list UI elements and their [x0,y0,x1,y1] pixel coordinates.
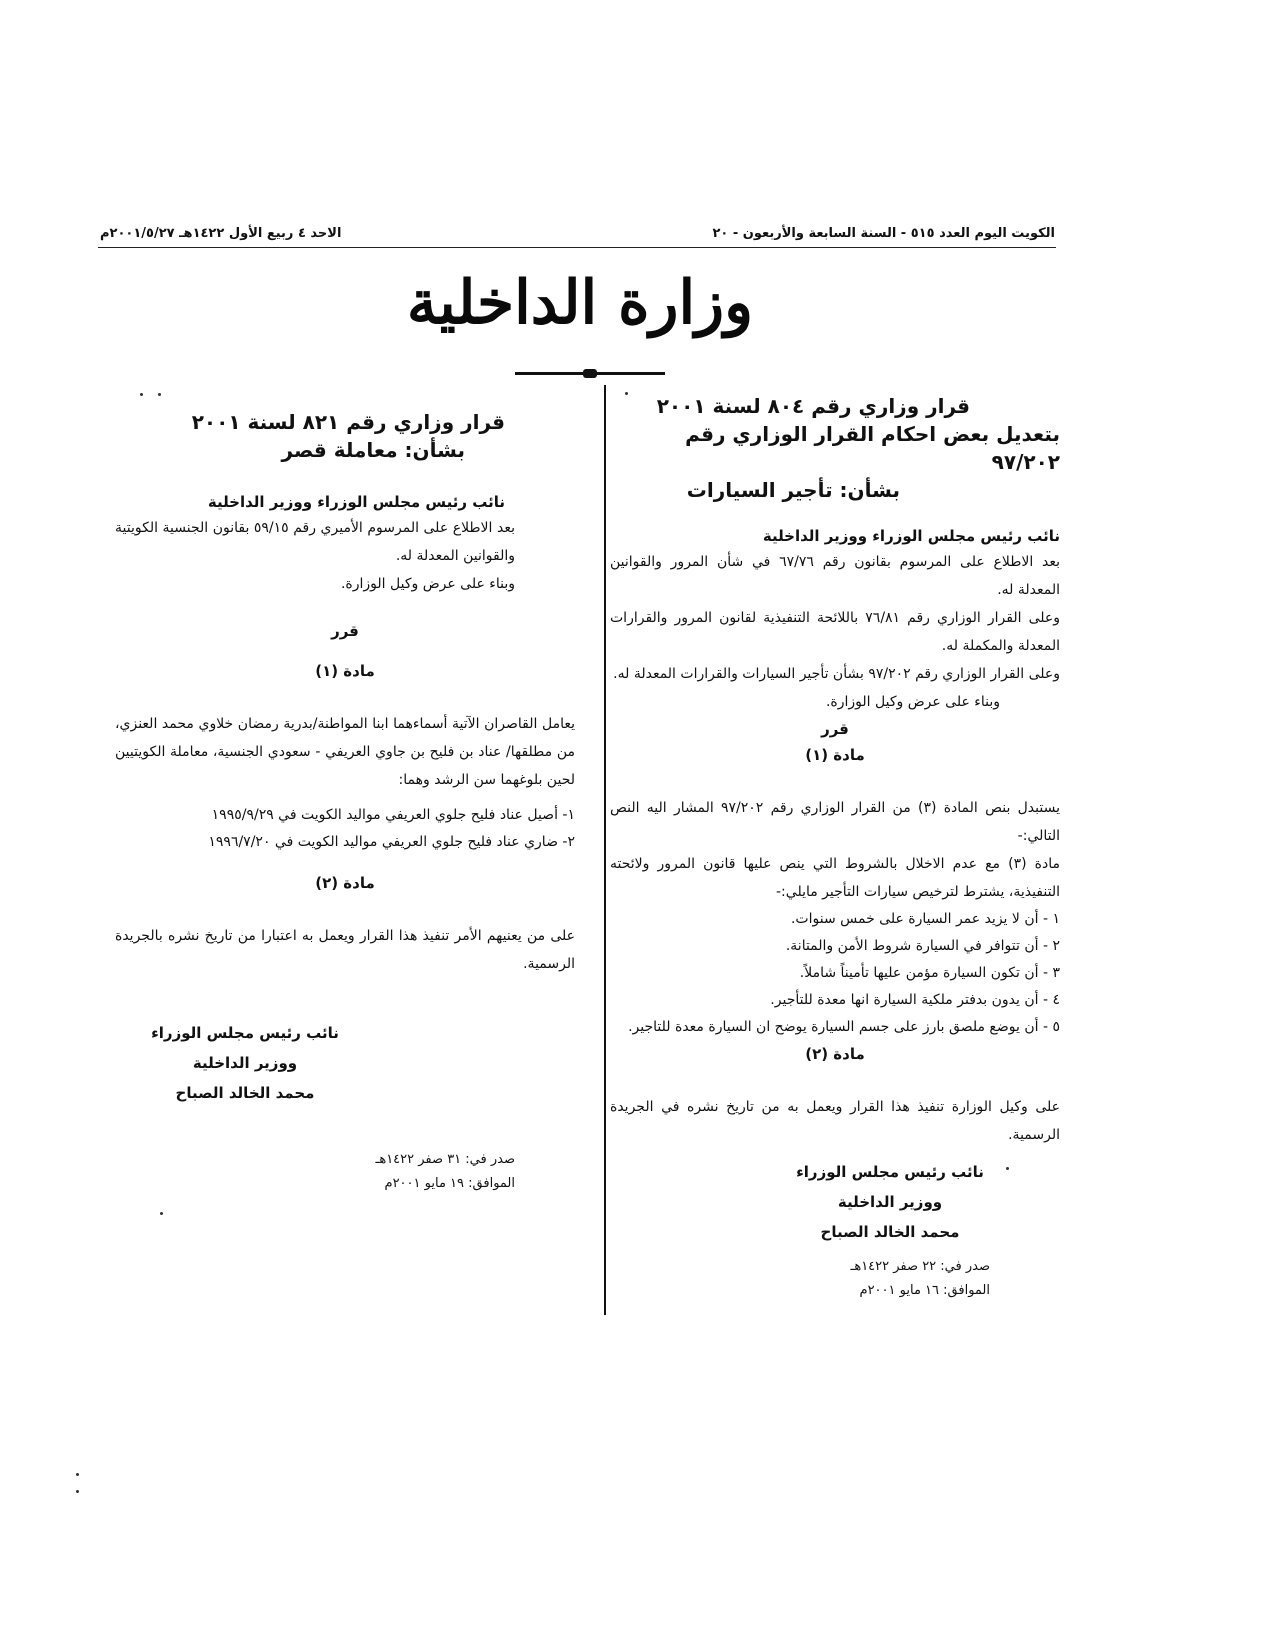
decree-804-article2-body: على وكيل الوزارة تنفيذ هذا القرار ويعمل به من تاريخ نشره في الجريدة الرسمية. [610,1099,1060,1143]
decree-804-article1-heading: مادة (١) [805,746,865,764]
decree-804-item-5: ٥ - أن يوضع ملصق بارز على جسم السيارة يوضح ان السيارة معدة للتاجير. [628,1019,1060,1035]
decree-821-authority: نائب رئيس مجلس الوزراء ووزير الداخلية [207,493,505,511]
decree-804-article1-intro: يستبدل بنص المادة (٣) من القرار الوزاري رقم ٩٧/٢٠٢ المشار اليه النص التالي:- [610,800,1060,844]
issue-info: الكويت اليوم العدد ٥١٥ - السنة السابعة والأربعون - ٢٠ [712,226,1055,241]
scan-speck [160,1212,163,1215]
decree-821-article1-heading: مادة (١) [315,662,375,680]
decree-821-preamble-2: وبناء على عرض وكيل الوزارة. [340,576,515,592]
decree-804-decided: قرر [821,720,849,738]
decree-804-item-4: ٤ - أن يدون بدفتر ملكية السيارة انها معدة للتأجير. [770,992,1060,1008]
decree-804-article2-heading: مادة (٢) [805,1045,865,1063]
decree-821-title: قرار وزاري رقم ٨٢١ لسنة ٢٠٠١ [191,410,505,434]
decree-804-preamble-3: وعلى القرار الوزاري رقم ٩٧/٢٠٢ بشأن تأجير السيارات والقرارات المعدلة له. [613,666,1060,682]
signature-name: محمد الخالد الصباح [175,1084,315,1102]
decree-804-subject: بشأن: تأجير السيارات [686,478,900,502]
column-divider [604,385,606,1315]
decree-804-article1-body: مادة (٣) مع عدم الاخلال بالشروط التي ينص عليها قانون المرور ولائحته التنفيذية، يشترط لترخيص سيارات التأجير مايلي:- [610,856,1060,900]
running-head [100,226,1055,246]
signature-name: محمد الخالد الصباح [820,1223,960,1241]
decree-821-item-2: ٢- ضاري عناد فليح جلوي العريفي مواليد الكويت في ١٩٩٦/٧/٢٠ [208,834,575,850]
decree-804-preamble-2: وعلى القرار الوزاري رقم ٧٦/٨١ باللائحة التنفيذية لقانون المرور والقرارات المعدلة والمكملة له. [610,610,1060,654]
decree-804-title: قرار وزاري رقم ٨٠٤ لسنة ٢٠٠١ [656,394,970,418]
scan-speck [1006,1167,1009,1170]
scan-speck [140,393,143,396]
decree-821-item-1: ١- أصيل عناد فليح جلوي العريفي مواليد الكويت في ١٩٩٥/٩/٢٩ [211,807,575,823]
decree-804-subtitle: بتعديل بعض احكام القرار الوزاري رقم ٩٧/٢٠٢ [685,422,1060,474]
decree-804-item-1: ١ - أن لا يزيد عمر السيارة على خمس سنوات. [790,911,1060,927]
decree-821-preamble-1: بعد الاطلاع على المرسوم الأميري رقم ٥٩/١٥ بقانون الجنسية الكويتية والقوانين المعدلة له. [115,520,515,564]
decree-804-authority: نائب رئيس مجلس الوزراء ووزير الداخلية [762,527,1060,545]
decree-821-article2-body: على من يعنيهم الأمر تنفيذ هذا القرار ويعمل به اعتبارا من تاريخ نشره بالجريدة الرسمية. [115,928,575,972]
ornament-knob [583,369,597,378]
header-rule [98,247,1056,248]
decree-804-preamble-1: بعد الاطلاع على المرسوم بقانون رقم ٦٧/٧٦ في شأن المرور والقوانين المعدلة له. [610,554,1060,598]
signature-line-1: نائب رئيس مجلس الوزراء [151,1024,339,1042]
decree-821-signature [115,1018,375,1108]
decree-804-item-3: ٣ - أن تكون السيارة مؤمن عليها تأميناً شاملاً. [799,965,1060,981]
decree-821-issued-date: صدر في: ٣١ صفر ١٤٢٢هـ [375,1152,515,1167]
signature-line-1: نائب رئيس مجلس الوزراء [796,1163,984,1181]
decree-804-column [610,392,1060,1303]
decree-804-signature [750,1157,1030,1247]
decree-804-issued-date: صدر في: ٢٢ صفر ١٤٢٢هـ [850,1259,990,1274]
decree-821-article1-body: يعامل القاصران الآتية أسماءهما ابنا المواطنة/بدرية رمضان خلاوي محمد العنزي، من مطلقها/ عناد بن فليح بن جاوي العريفي - سعودي الجنسية، معاملة الكويتيين لحين بلوغهما سن الرشد وهما: [115,716,575,788]
signature-line-2: ووزير الداخلية [192,1054,298,1072]
issue-date: الاحد ٤ ربيع الأول ١٤٢٢هـ ٢٠٠١/٥/٢٧م [100,226,342,241]
scan-speck [158,393,161,396]
decree-821-column [115,408,575,1196]
ministry-title: وزارة الداخلية [406,268,754,338]
decree-804-item-2: ٢ - أن تتوافر في السيارة شروط الأمن والمتانة. [785,938,1060,954]
title-ornament-rule [515,372,665,375]
decree-821-decided: قرر [331,622,359,640]
decree-804-gregorian-date: الموافق: ١٦ مايو ٢٠٠١م [859,1283,990,1298]
decree-821-gregorian-date: الموافق: ١٩ مايو ٢٠٠١م [384,1176,515,1191]
decree-804-preamble-4: وبناء على عرض وكيل الوزارة. [825,694,1000,710]
decree-821-article2-heading: مادة (٢) [315,874,375,892]
scan-speck [625,392,628,395]
decree-821-subject: بشأن: معاملة قصر [281,438,465,462]
scan-speck [76,1473,79,1476]
signature-line-2: ووزير الداخلية [837,1193,943,1211]
scan-speck [76,1490,79,1493]
